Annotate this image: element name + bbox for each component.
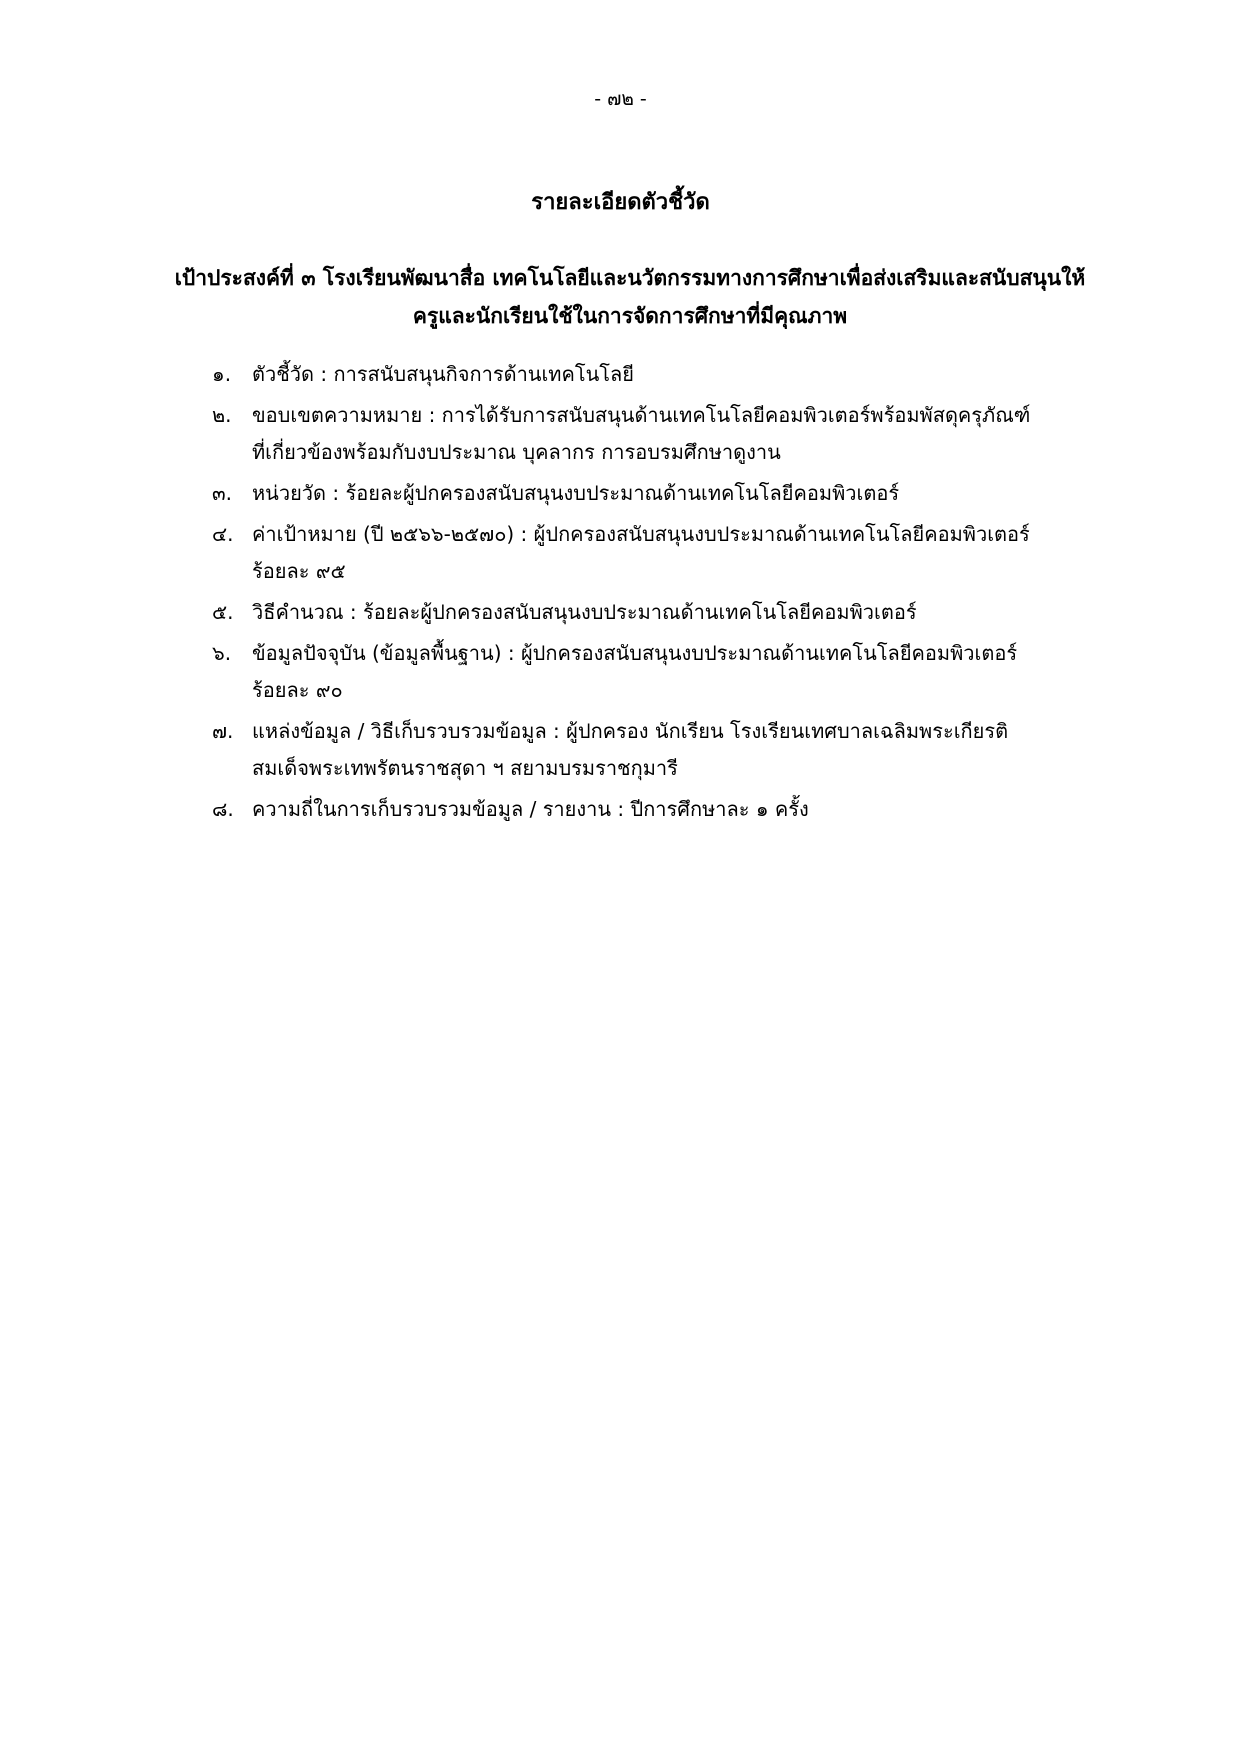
list-item [212,594,1092,631]
list-item [212,356,1092,393]
item-number: ๗. [212,719,234,743]
list-item [212,475,1092,512]
item-text: ร้อยละ ๙๕ [252,559,346,583]
item-number: ๕. [212,600,234,624]
item-text: หน่วยวัด : ร้อยละผู้ปกครองสนับสนุนงบประมาณด้านเทคโนโลยีคอมพิวเตอร์ [252,481,900,505]
item-number: ๓. [212,481,233,505]
page-number: - ๗๒ - [594,88,647,110]
list-item [212,635,1092,709]
item-text: ข้อมูลปัจจุบัน (ข้อมูลพื้นฐาน) : ผู้ปกครองสนับสนุนงบประมาณด้านเทคโนโลยีคอมพิวเตอร์ [252,641,1018,665]
list-item [212,397,1092,471]
item-text: ขอบเขตความหมาย : การได้รับการสนับสนุนด้านเทคโนโลยีคอมพิวเตอร์พร้อมพัสดุครุภัณฑ์ [252,403,1031,427]
item-text: แหล่งข้อมูล / วิธีเก็บรวบรวมข้อมูล : ผู้ปกครอง นักเรียน โรงเรียนเทศบาลเฉลิมพระเกียรติ [252,719,1009,743]
list-item [212,713,1092,787]
goal-heading [150,259,1110,335]
item-text: ร้อยละ ๙๐ [252,678,343,702]
item-number: ๒. [212,403,232,427]
item-number: ๔. [212,522,234,546]
item-text: สมเด็จพระเทพรัตนราชสุดา ฯ สยามบรมราชกุมารี [252,756,678,780]
goal-heading-line-2: ครูและนักเรียนใช้ในการจัดการศึกษาที่มีคุณภาพ [412,304,848,328]
indicator-list [212,356,1092,832]
item-text: ค่าเป้าหมาย (ปี ๒๕๖๖-๒๕๗๐) : ผู้ปกครองสนับสนุนงบประมาณด้านเทคโนโลยีคอมพิวเตอร์ [252,522,1030,546]
item-number: ๖. [212,641,232,665]
item-text: ที่เกี่ยวข้องพร้อมกับงบประมาณ บุคลากร การอบรมศึกษาดูงาน [252,440,781,464]
page-title: รายละเอียดตัวชี้วัด [531,190,710,215]
item-number: ๑. [212,362,232,386]
list-item [212,516,1092,590]
item-number: ๘. [212,797,234,821]
list-item [212,791,1092,828]
item-text: ตัวชี้วัด : การสนับสนุนกิจการด้านเทคโนโลยี [252,362,635,386]
item-text: วิธีคำนวณ : ร้อยละผู้ปกครองสนับสนุนงบประมาณด้านเทคโนโลยีคอมพิวเตอร์ [252,600,917,624]
goal-heading-line-1: เป้าประสงค์ที่ ๓ โรงเรียนพัฒนาสื่อ เทคโนโลยีและนวัตกรรมทางการศึกษาเพื่อส่งเสริมและสนับสนุนให้ [174,266,1086,290]
item-text: ความถี่ในการเก็บรวบรวมข้อมูล / รายงาน : ปีการศึกษาละ ๑ ครั้ง [252,797,809,821]
